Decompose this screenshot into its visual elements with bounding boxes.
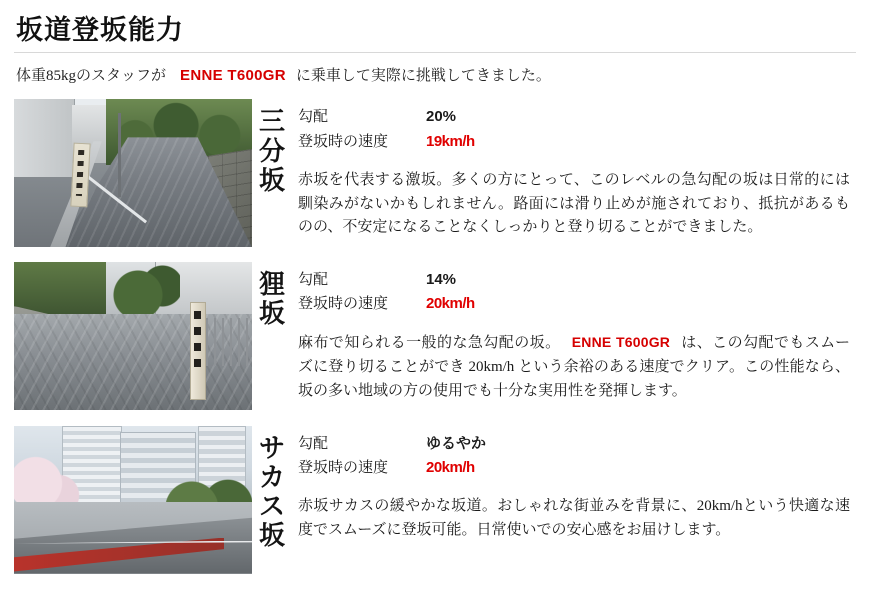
- slope-name-char: カ: [258, 461, 285, 492]
- spec-row-speed: [298, 456, 856, 480]
- slope-name-char: 狸: [258, 268, 285, 299]
- left-building: [14, 99, 75, 177]
- slope-description: 赤坂サカスの緩やかな坂道。おしゃれな街並みを背景に、20km/hという快適な速度でスムーズに登坂可能。日常使いでの安心感をお届けします。: [298, 498, 850, 538]
- slope-name-sacas-zaka: [252, 426, 292, 550]
- lead-suffix: に乗車して実際に挑戦してきました。: [295, 68, 551, 85]
- spec-label-speed: 登坂時の速度: [298, 133, 389, 150]
- slope-name-post: [184, 302, 210, 398]
- spec-list: [298, 432, 856, 481]
- utility-pole: [118, 113, 121, 197]
- spec-value-grade: 20%: [426, 108, 457, 126]
- spec-label-speed: 登坂時の速度: [298, 459, 389, 476]
- slope-description: [298, 331, 856, 403]
- slope-name-char: 三: [258, 106, 285, 137]
- spec-row-speed: [298, 130, 856, 154]
- spec-value-speed: 20km/h: [426, 458, 475, 476]
- lead-paragraph: [16, 65, 856, 87]
- spec-label-grade: 勾配: [298, 109, 329, 126]
- spec-value-grade: ゆるやか: [426, 434, 487, 452]
- slope-details-sanpunzaka: [292, 99, 856, 255]
- spec-list: [298, 105, 856, 154]
- slope-name-char: 坂: [258, 298, 285, 329]
- spec-row-grade: [298, 268, 856, 292]
- slope-name-char: 坂: [258, 164, 285, 195]
- slope-description: 赤坂を代表する激坂。多くの方にとって、このレベルの急勾配の坂は日常的には馴染みがないかもしれません。路面には滑り止めが施されており、抵抗があるものの、不安定になることなくしっかりと登り切ることができました。: [298, 171, 850, 236]
- slope-name-char: ス: [258, 490, 285, 521]
- slope-section-tanukizaka: [14, 262, 856, 419]
- slope-name-char: 分: [258, 135, 285, 166]
- spec-value-speed: 20km/h: [426, 295, 475, 313]
- spec-label-speed: 登坂時の速度: [298, 296, 389, 313]
- page-title: 坂道登坂能力: [16, 15, 184, 45]
- lead-model-name: ENNE T600GR: [180, 67, 286, 85]
- wooden-post: [190, 302, 206, 400]
- spec-row-grade: [298, 432, 856, 456]
- spec-row-speed: [298, 292, 856, 316]
- slope-photo-sacas-zaka: [14, 426, 252, 574]
- spec-list: [298, 268, 856, 317]
- spec-label-grade: 勾配: [298, 271, 329, 288]
- slope-details-tanukizaka: [292, 262, 856, 419]
- inline-model-name: ENNE T600GR: [571, 334, 671, 351]
- slope-section-sanpunzaka: [14, 99, 856, 255]
- roadside-trees: [110, 262, 180, 322]
- slope-section-sacas-zaka: [14, 426, 856, 574]
- lead-prefix: 体重85kgのスタッフが: [16, 68, 167, 85]
- spec-value-grade: 14%: [426, 270, 457, 288]
- spec-row-grade: [298, 105, 856, 129]
- description-part-1: 麻布で知られる一般的な急勾配の坂。: [298, 335, 561, 352]
- fence: [206, 318, 252, 366]
- spec-label-grade: 勾配: [298, 435, 329, 452]
- slope-details-sacas-zaka: [292, 426, 856, 558]
- slope-name-char: 坂: [258, 519, 285, 550]
- slope-name-sanpunzaka: [252, 99, 292, 194]
- street-banner: [70, 143, 90, 208]
- slope-photo-sanpunzaka: [14, 99, 252, 247]
- slope-photo-tanukizaka: [14, 262, 252, 410]
- slope-name-tanukizaka: [252, 262, 292, 328]
- slope-name-char: サ: [258, 432, 285, 463]
- description-part-2: は、この勾配でもスムーズに登り切ることができ 20km/h という余裕のある速度でクリア。この性能なら、坂の多い地域の方の使用でも十分な実用性を発揮します。: [298, 335, 850, 399]
- title-divider: [14, 52, 856, 53]
- spec-value-speed: 19km/h: [426, 132, 475, 150]
